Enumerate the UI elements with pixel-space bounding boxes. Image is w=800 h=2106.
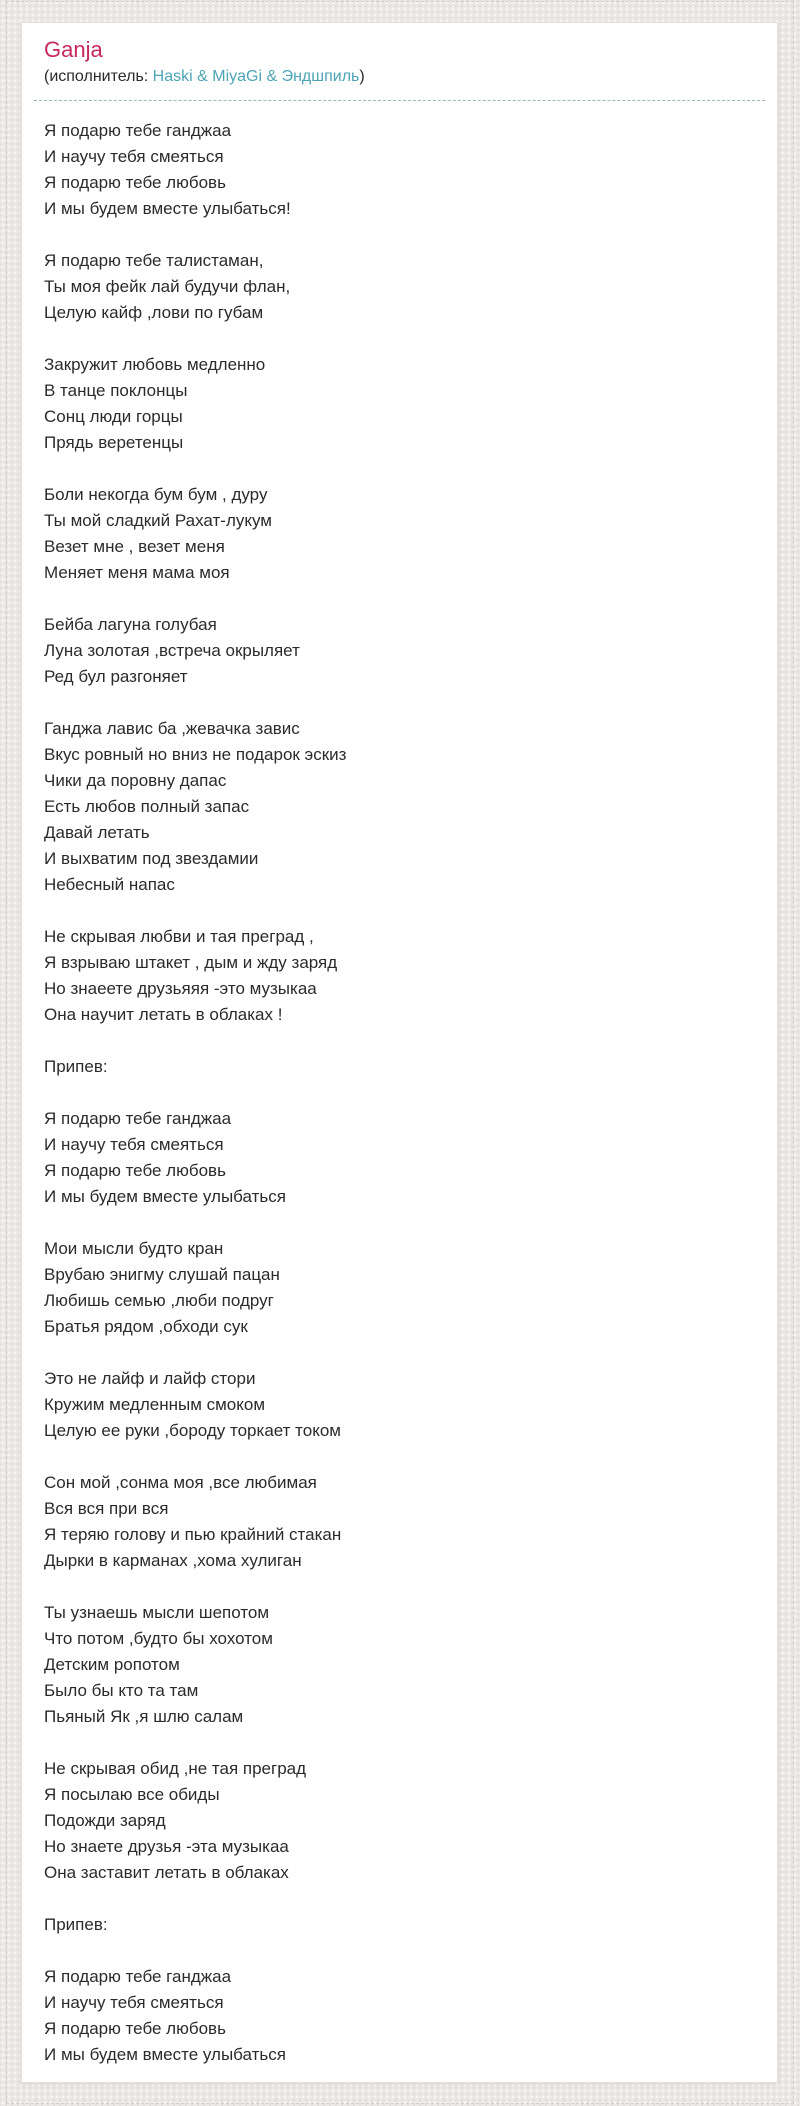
lyrics-line: Ред бул разгоняет xyxy=(44,667,188,686)
lyrics-line: И мы будем вместе улыбаться xyxy=(44,1187,286,1206)
lyrics-line: Ты моя фейк лай будучи флан, xyxy=(44,277,291,296)
stanza xyxy=(44,248,765,326)
stanza xyxy=(44,1470,765,1574)
lyrics-line: Я подарю тебе любовь xyxy=(44,173,226,192)
lyrics-line: Детским ропотом xyxy=(44,1655,180,1674)
lyrics-line: Пьяный Як ,я шлю салам xyxy=(44,1707,244,1726)
artist-label-suffix: ) xyxy=(359,68,365,85)
lyrics-line: Братья рядом ,обходи сук xyxy=(44,1317,248,1336)
lyrics-line: Давай летать xyxy=(44,823,150,842)
stanza xyxy=(44,1600,765,1730)
lyrics-line: Не скрывая обид ,не тая преград xyxy=(44,1759,307,1778)
lyrics-line: Вкус ровный но вниз не подарок эскиз xyxy=(44,745,347,764)
lyrics-line: Везет мне , везет меня xyxy=(44,537,225,556)
lyrics-line: Сон мой ,сонма моя ,все любимая xyxy=(44,1473,317,1492)
lyrics-line: Но знаете друзья -эта музыкаа xyxy=(44,1837,289,1856)
lyrics-line: Врубаю энигму слушай пацан xyxy=(44,1265,280,1284)
lyrics-line: Я подарю тебе ганджаа xyxy=(44,1109,232,1128)
card-inner xyxy=(34,23,765,2068)
artist-line xyxy=(44,66,765,87)
artist-label-prefix: (исполнитель: xyxy=(44,68,153,85)
lyrics-line: Бейба лагуна голубая xyxy=(44,615,217,634)
lyrics-line: Прядь веретенцы xyxy=(44,433,184,452)
lyrics-line: И научу тебя смеяться xyxy=(44,1993,224,2012)
lyrics-line: Боли некогда бум бум , дуру xyxy=(44,485,268,504)
lyrics-line: Кружим медленным смоком xyxy=(44,1395,266,1414)
lyrics-line: Она научит летать в облаках ! xyxy=(44,1005,283,1024)
lyrics-line: Но знаеете друзьяяя -это музыкаа xyxy=(44,979,317,998)
lyrics-line: Луна золотая ,встреча окрыляет xyxy=(44,641,300,660)
stanza xyxy=(44,352,765,456)
lyrics-line: Сонц люди горцы xyxy=(44,407,183,426)
lyrics-line: В танце поклонцы xyxy=(44,381,188,400)
lyrics-line: И выхватим под звездамии xyxy=(44,849,259,868)
lyrics-line: Целую кайф ,лови по губам xyxy=(44,303,264,322)
lyrics-line: Припев: xyxy=(44,1915,108,1934)
lyrics-line: Она заставит летать в облаках xyxy=(44,1863,289,1882)
stanza xyxy=(44,482,765,586)
song-title: Ganja xyxy=(44,37,103,62)
stanza xyxy=(44,1106,765,1210)
lyrics-line: Что потом ,будто бы хохотом xyxy=(44,1629,273,1648)
lyrics-line: Есть любов полный запас xyxy=(44,797,250,816)
lyrics-line: Я взрываю штакет , дым и жду заряд xyxy=(44,953,338,972)
lyrics-line: Ганджа лавис ба ,жевачка завис xyxy=(44,719,300,738)
lyrics-line: Дырки в карманах ,хома хулиган xyxy=(44,1551,302,1570)
lyrics-line: Подожди заряд xyxy=(44,1811,166,1830)
lyrics-line: Припев: xyxy=(44,1057,108,1076)
lyrics-line: Закружит любовь медленно xyxy=(44,355,266,374)
stanza xyxy=(44,1964,765,2068)
lyrics-line: И мы будем вместе улыбаться xyxy=(44,2045,286,2064)
lyrics-line: Ты узнаешь мысли шепотом xyxy=(44,1603,270,1622)
lyrics-line: Мои мысли будто кран xyxy=(44,1239,224,1258)
lyrics-line: Я подарю тебе талистаман, xyxy=(44,251,264,270)
lyrics-line: Не скрывая любви и тая преград , xyxy=(44,927,314,946)
lyrics-line: Это не лайф и лайф стори xyxy=(44,1369,256,1388)
lyrics-line: Чики да поровну дапас xyxy=(44,771,227,790)
lyrics-line: Я подарю тебе любовь xyxy=(44,1161,226,1180)
lyrics-line: И мы будем вместе улыбаться! xyxy=(44,199,291,218)
lyrics-line: Я посылаю все обиды xyxy=(44,1785,220,1804)
lyrics-line: Ты мой сладкий Рахат-лукум xyxy=(44,511,272,530)
lyrics-line: Было бы кто та там xyxy=(44,1681,199,1700)
stanza xyxy=(44,716,765,898)
stanza xyxy=(44,1912,765,1938)
lyrics-line: Небесный напас xyxy=(44,875,175,894)
stanza xyxy=(44,924,765,1028)
lyrics-line: И научу тебя смеяться xyxy=(44,1135,224,1154)
lyrics-line: Я подарю тебе ганджаа xyxy=(44,121,232,140)
artist-link[interactable]: Haski & MiyaGi & Эндшпиль xyxy=(152,68,360,85)
lyrics-line: Вся вся при вся xyxy=(44,1499,169,1518)
stanza xyxy=(44,1236,765,1340)
stanza xyxy=(44,1366,765,1444)
lyrics-line: Я теряю голову и пью крайний стакан xyxy=(44,1525,342,1544)
stanza xyxy=(44,612,765,690)
lyrics-line: Любишь семью ,люби подруг xyxy=(44,1291,274,1310)
lyrics-line: Я подарю тебе ганджаа xyxy=(44,1967,232,1986)
lyrics-line: И научу тебя смеяться xyxy=(44,147,224,166)
stanza xyxy=(44,118,765,222)
lyrics-line: Я подарю тебе любовь xyxy=(44,2019,226,2038)
lyrics-text xyxy=(34,101,765,2068)
stanza xyxy=(44,1756,765,1886)
lyrics-line: Целую ее руки ,бороду торкает током xyxy=(44,1421,341,1440)
content-card xyxy=(21,22,778,2083)
song-header xyxy=(34,23,765,101)
stanza xyxy=(44,1054,765,1080)
lyrics-line: Меняет меня мама моя xyxy=(44,563,230,582)
